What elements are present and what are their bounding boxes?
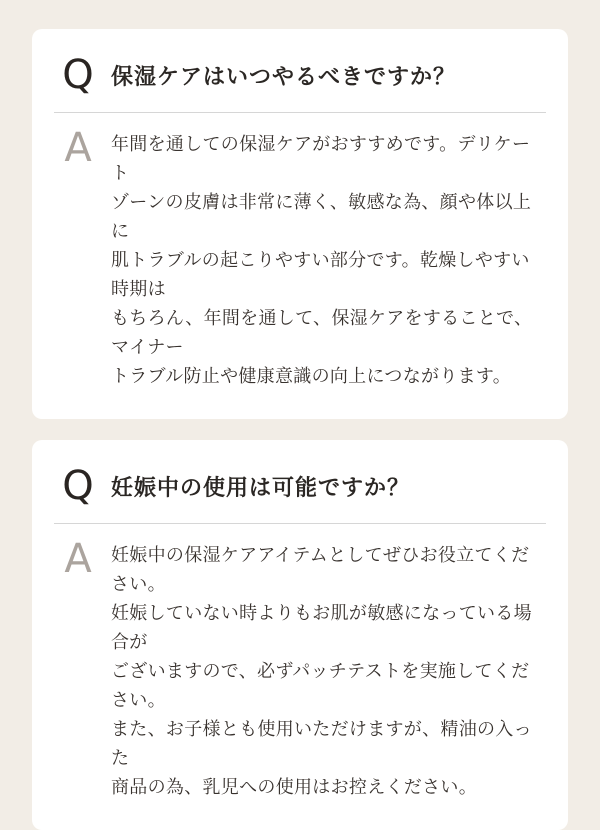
q-letter-icon: Q [62, 52, 94, 98]
answer-line: 妊娠していない時よりもお肌が敏感になっている場合が [111, 603, 532, 653]
answer-line: また、お子様とも使用いただけますが、精油の入った [111, 719, 532, 769]
answer-row [54, 113, 546, 391]
answer-line: 妊娠中の保湿ケアアイテムとしてぜひお役立てください。 [111, 545, 530, 595]
answer-line: ゾーンの皮膚は非常に薄く、敏感な為、顔や体以上に [111, 192, 532, 242]
answer-text [111, 128, 546, 391]
faq-card-pregnancy [32, 440, 568, 830]
a-letter-icon: A [64, 536, 92, 582]
q-letter-icon: Q [62, 463, 94, 509]
answer-row [54, 524, 546, 802]
answer-line: 商品の為、乳児への使用はお控えください。 [111, 777, 477, 798]
answer-line: トラブル防止や健康意識の向上につながります。 [111, 366, 512, 387]
a-letter-icon: A [64, 125, 92, 171]
answer-line: ございますので、必ずパッチテストを実施してください。 [111, 661, 530, 711]
answer-line: 肌トラブルの起こりやすい部分です。乾燥しやすい時期は [111, 250, 530, 300]
question-text: 保湿ケアはいつやるべきですか？ [111, 64, 457, 90]
answer-text [111, 539, 546, 802]
question-row [54, 51, 546, 98]
faq-card-moisturizing [32, 29, 568, 419]
question-row [54, 462, 546, 509]
answer-line: もちろん、年間を通して、保湿ケアをすることで、マイナー [111, 308, 533, 358]
answer-line: 年間を通しての保湿ケアがおすすめです。デリケート [111, 134, 531, 184]
question-text: 妊娠中の使用は可能ですか？ [111, 475, 411, 501]
